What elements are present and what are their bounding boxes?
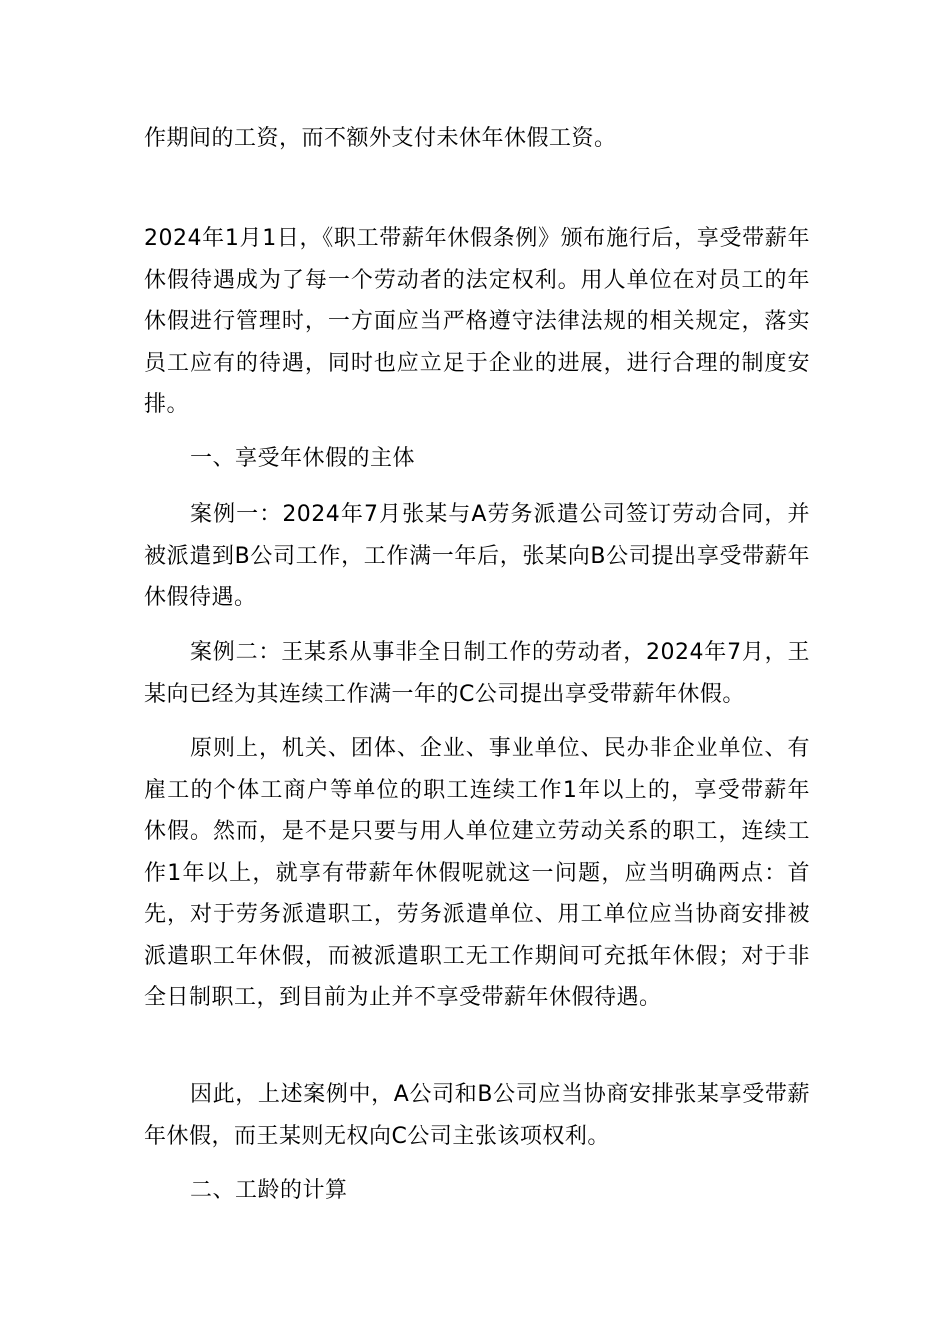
paragraph-case-two: 案例二：王某系从事非全日制工作的劳动者，2024年7月，王某向已经为其连续工作满一年的C公司提出享受带薪年休假。 [144,640,810,707]
paragraph-conclusion: 因此，上述案例中，A公司和B公司应当协商安排张某享受带薪年休假，而王某则无权向C公司主张该项权利。 [144,1082,810,1149]
section-heading-leave-subject: 一、享受年休假的主体 [190,446,416,471]
section-heading-seniority: 二、工龄的计算 [190,1178,348,1203]
paragraph-regulation-intro: 2024年1月1日，《职工带薪年休假条例》颁布施行后，享受带薪年休假待遇成为了每一个劳动者的法定权利。用人单位在对员工的年休假进行管理时，一方面应当严格遵守法律法规的相关规定，落实员工应有的待遇，同时也应立足于企业的进展，进行合理的制度安排。 [144,226,810,417]
paragraph-case-one: 案例一：2024年7月张某与A劳务派遣公司签订劳动合同，并被派遣到B公司工作，工作满一年后，张某向B公司提出享受带薪年休假待遇。 [144,502,810,610]
paragraph-principle: 原则上，机关、团体、企业、事业单位、民办非企业单位、有雇工的个体工商户等单位的职工连续工作1年以上的，享受带薪年休假。然而，是不是只要与用人单位建立劳动关系的职工，连续工作1年以上，就享有带薪年休假呢就这一问题，应当明确两点：首先，对于劳务派遣职工，劳务派遣单位、用工单位应当协商安排被派遣职工年休假，而被派遣职工无工作期间可充抵年休假；对于非全日制职工，到目前为止并不享受带薪年休假待遇。 [144,736,810,1010]
paragraph-wage-continuation: 作期间的工资，而不额外支付未休年休假工资。 [144,126,617,151]
